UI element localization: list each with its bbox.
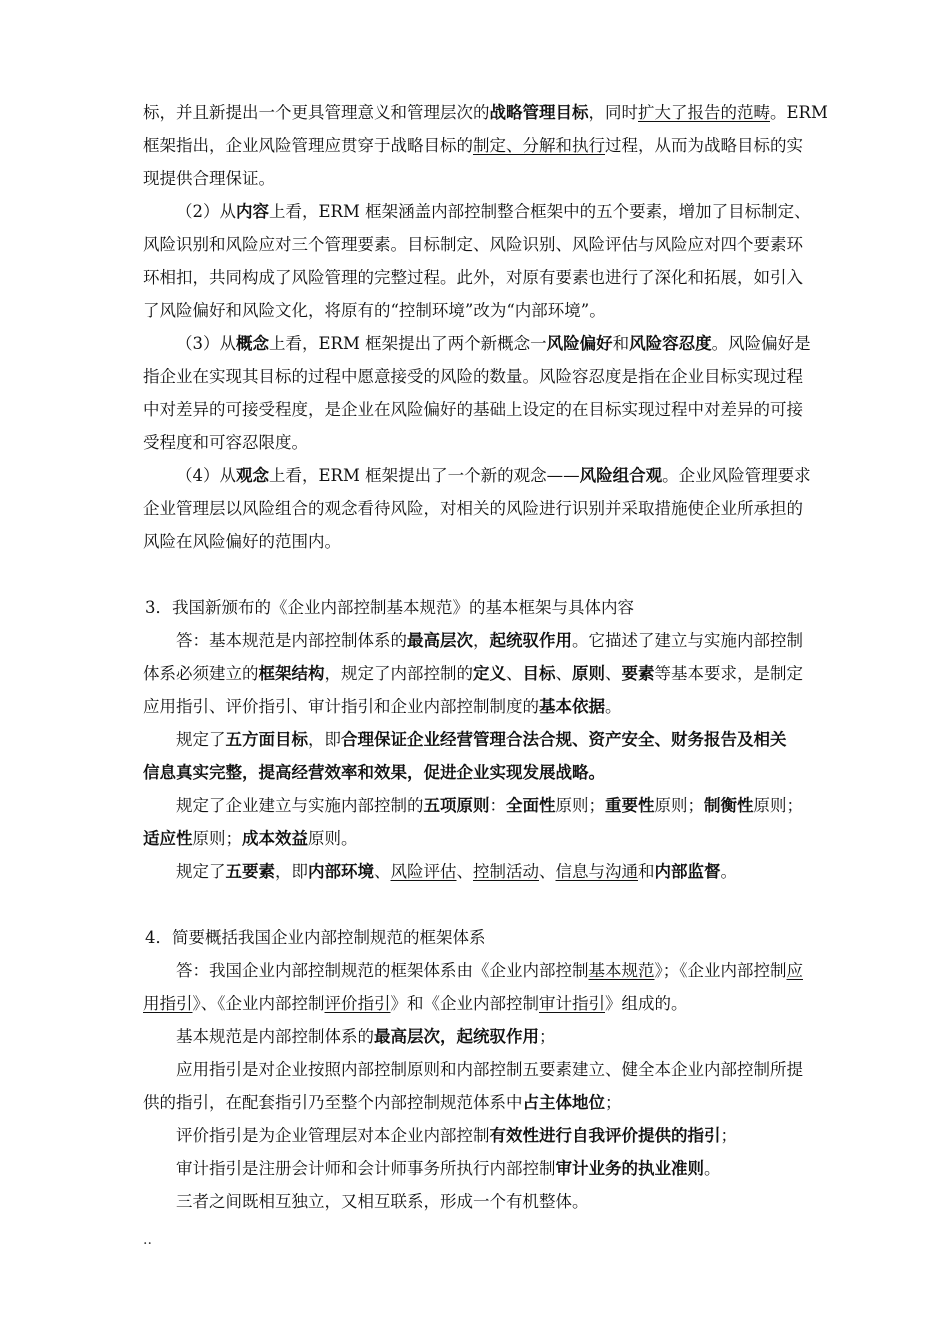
text-line bbox=[143, 261, 811, 294]
text-line bbox=[143, 1020, 811, 1053]
text-run: 。ERM bbox=[770, 103, 828, 122]
bold-text: 内部环境 bbox=[308, 862, 374, 881]
text-line bbox=[143, 228, 811, 261]
bold-text: 原则 bbox=[572, 664, 605, 683]
bold-text: 基本依据 bbox=[539, 697, 605, 716]
underlined-text: 信息与沟通 bbox=[555, 862, 638, 881]
text-run: 、 bbox=[456, 862, 473, 881]
text-run: 。 bbox=[704, 1159, 721, 1178]
text-line bbox=[143, 789, 811, 822]
text-line bbox=[143, 1152, 811, 1185]
underlined-text: 审计指引 bbox=[539, 994, 605, 1013]
text-line bbox=[143, 1086, 811, 1119]
text-line bbox=[143, 954, 811, 987]
text-run: 审计指引是注册会计师和会计师事务所执行内部控制 bbox=[176, 1159, 556, 1178]
bold-text: 战略管理目标 bbox=[489, 103, 589, 122]
text-line bbox=[143, 1185, 811, 1218]
text-run: 。 bbox=[720, 862, 737, 881]
text-line bbox=[143, 1053, 811, 1086]
text-run: 、 bbox=[605, 664, 622, 683]
text-line bbox=[143, 96, 828, 129]
section-heading bbox=[143, 591, 811, 624]
text-line bbox=[143, 624, 811, 657]
bold-text: 合理保证企业经营管理合法合规、资产安全、财务报告及相关 bbox=[341, 730, 787, 749]
text-run: 》、《企业内部控制 bbox=[192, 994, 325, 1013]
text-run: 原则； bbox=[654, 796, 704, 815]
text-run: 供的指引，在配套指引乃至整个内部控制规范体系中 bbox=[143, 1093, 523, 1112]
bold-text: 制衡性 bbox=[704, 796, 754, 815]
underlined-text: 控制活动 bbox=[473, 862, 539, 881]
paragraph-gap bbox=[143, 888, 811, 921]
bold-text: 风险偏好 bbox=[546, 334, 613, 353]
text-run: 》组成的。 bbox=[605, 994, 688, 1013]
text-line bbox=[143, 756, 811, 789]
text-run: 上看，ERM 框架提出了两个新概念一 bbox=[269, 334, 547, 353]
bold-text: 内部监督 bbox=[654, 862, 721, 881]
text-run: ； bbox=[539, 1027, 556, 1046]
text-run: ，同时 bbox=[588, 103, 638, 122]
bold-text: 概念 bbox=[236, 334, 269, 353]
text-run: 企业管理层以风险组合的观念看待风险，对相关的风险进行识别并采取措施使企业所承担的 bbox=[143, 499, 803, 518]
bold-text: 审计业务的执业准则 bbox=[555, 1159, 704, 1178]
text-line bbox=[143, 525, 811, 558]
text-run: 答：基本规范是内部控制体系的 bbox=[176, 631, 407, 650]
text-run: 规定了 bbox=[176, 730, 226, 749]
text-run: ，规定了内部控制的 bbox=[324, 664, 473, 683]
text-run: 、 bbox=[555, 664, 572, 683]
bold-text: 要素 bbox=[621, 664, 655, 683]
text-run: 原则； bbox=[753, 796, 803, 815]
underlined-text: 评价指引 bbox=[324, 994, 391, 1013]
text-run: 原则。 bbox=[308, 829, 358, 848]
text-run: （2）从 bbox=[176, 202, 236, 221]
bold-text: 适应性 bbox=[143, 829, 193, 848]
text-run: 现提供合理保证。 bbox=[143, 169, 275, 188]
text-line bbox=[143, 492, 811, 525]
text-run: 和 bbox=[638, 862, 655, 881]
text-run: 。风险偏好是 bbox=[711, 334, 811, 353]
text-run: ，即 bbox=[275, 862, 308, 881]
paragraph-gap bbox=[143, 558, 811, 591]
text-run: ； bbox=[720, 1126, 737, 1145]
underlined-text: 基本规范 bbox=[588, 961, 655, 980]
bold-text: 最高层次 bbox=[407, 631, 473, 650]
bold-text: 起统驭作用 bbox=[489, 631, 572, 650]
text-run: 体系必须建立的 bbox=[143, 664, 259, 683]
text-line bbox=[143, 393, 811, 426]
bold-text: 内容 bbox=[236, 202, 269, 221]
underlined-text: 用指引 bbox=[143, 994, 193, 1013]
text-line bbox=[143, 129, 811, 162]
document-body bbox=[143, 96, 828, 1218]
text-run: 基本规范是内部控制体系的 bbox=[176, 1027, 374, 1046]
text-run: 规定了 bbox=[176, 862, 226, 881]
text-run: 受程度和可容忍限度。 bbox=[143, 433, 308, 452]
text-run: 》；《企业内部控制 bbox=[654, 961, 787, 980]
text-line bbox=[143, 1119, 811, 1152]
text-run: 标，并且新提出一个更具管理意义和管理层次的 bbox=[143, 103, 490, 122]
bold-text: 占主体地位 bbox=[522, 1093, 605, 1112]
text-run: （3）从 bbox=[176, 334, 236, 353]
text-run: ， bbox=[473, 631, 490, 650]
text-run: 了风险偏好和风险文化，将原有的“控制环境”改为“内部环境”。 bbox=[143, 301, 606, 320]
bold-text: 五方面目标 bbox=[225, 730, 308, 749]
text-run: 上看，ERM 框架涵盖内部控制整合框架中的五个要素，增加了目标制定、 bbox=[269, 202, 811, 221]
text-run: 应用指引是对企业按照内部控制原则和内部控制五要素建立、健全本企业内部控制所提 bbox=[176, 1060, 803, 1079]
text-run: ； bbox=[605, 1093, 622, 1112]
text-line bbox=[143, 459, 811, 492]
text-line bbox=[143, 426, 811, 459]
underlined-text: 应 bbox=[786, 961, 803, 980]
text-run: ，即 bbox=[308, 730, 341, 749]
text-run: 原则； bbox=[555, 796, 605, 815]
text-line bbox=[143, 855, 811, 888]
bold-text: 观念 bbox=[236, 466, 269, 485]
text-run: 。企业风险管理要求 bbox=[662, 466, 811, 485]
text-run: 三者之间既相互独立，又相互联系，形成一个有机整体。 bbox=[176, 1192, 589, 1211]
underlined-text: 风险评估 bbox=[390, 862, 457, 881]
text-run: 原则； bbox=[192, 829, 242, 848]
text-run: 上看，ERM 框架提出了一个新的观念—— bbox=[269, 466, 580, 485]
page-footer-mark: .. bbox=[143, 1232, 152, 1248]
text-run: （4）从 bbox=[176, 466, 236, 485]
bold-text: 成本效益 bbox=[242, 829, 308, 848]
text-run: 应用指引、评价指引、审计指引和企业内部控制制度的 bbox=[143, 697, 539, 716]
bold-text: 信息真实完整，提高经营效率和效果，促进企业实现发展战略。 bbox=[143, 763, 605, 782]
bold-text: 有效性进行自我评价提供的指引 bbox=[489, 1126, 721, 1145]
text-line bbox=[143, 987, 811, 1020]
text-run: 、 bbox=[539, 862, 556, 881]
text-run: ： bbox=[489, 796, 506, 815]
text-run: 指企业在实现其目标的过程中愿意接受的风险的数量。风险容忍度是指在企业目标实现过程 bbox=[143, 367, 803, 386]
text-line bbox=[143, 195, 811, 228]
bold-text: 框架结构 bbox=[258, 664, 325, 683]
underlined-text: 扩大了报告的范畴 bbox=[638, 103, 770, 122]
text-run: 评价指引是为企业管理层对本企业内部控制 bbox=[176, 1126, 490, 1145]
text-run: 。 bbox=[605, 697, 622, 716]
bold-text: 重要性 bbox=[605, 796, 655, 815]
section-heading bbox=[143, 921, 811, 954]
bold-text: 全面性 bbox=[506, 796, 556, 815]
text-line bbox=[143, 360, 811, 393]
bold-text: 五要素 bbox=[225, 862, 275, 881]
bold-text: 五项原则 bbox=[423, 796, 490, 815]
text-line bbox=[143, 657, 811, 690]
text-line bbox=[143, 690, 811, 723]
text-run: 规定了企业建立与实施内部控制的 bbox=[176, 796, 424, 815]
underlined-text: 制定、分解和执行 bbox=[473, 136, 605, 155]
text-line bbox=[143, 723, 811, 756]
text-run: 和 bbox=[612, 334, 630, 353]
bold-text: 最高层次，起统驭作用 bbox=[374, 1027, 539, 1046]
text-run: 、 bbox=[374, 862, 391, 881]
text-run: 风险在风险偏好的范围内。 bbox=[143, 532, 341, 551]
text-run: 。它描述了建立与实施内部控制 bbox=[572, 631, 803, 650]
text-line bbox=[143, 822, 811, 855]
text-run: 》和《企业内部控制 bbox=[390, 994, 539, 1013]
text-run: 3．我国新颁布的《企业内部控制基本规范》的基本框架与具体内容 bbox=[145, 598, 634, 617]
text-run: 风险识别和风险应对三个管理要素。目标制定、风险识别、风险评估与风险应对四个要素环 bbox=[143, 235, 803, 254]
bold-text: 风险容忍度 bbox=[629, 334, 712, 353]
text-run: 4．简要概括我国企业内部控制规范的框架体系 bbox=[145, 928, 486, 947]
text-line bbox=[143, 294, 811, 327]
bold-text: 定义 bbox=[473, 664, 506, 683]
text-run: 框架指出，企业风险管理应贯穿于战略目标的 bbox=[143, 136, 473, 155]
text-run: 等基本要求，是制定 bbox=[654, 664, 803, 683]
text-run: 、 bbox=[506, 664, 523, 683]
text-run: 环相扣，共同构成了风险管理的完整过程。此外，对原有要素也进行了深化和拓展，如引入 bbox=[143, 268, 803, 287]
text-line bbox=[143, 162, 811, 195]
text-line bbox=[143, 327, 811, 360]
text-run: 中对差异的可接受程度，是企业在风险偏好的基础上设定的在目标实现过程中对差异的可接 bbox=[143, 400, 803, 419]
text-run: 答：我国企业内部控制规范的框架体系由《企业内部控制 bbox=[176, 961, 589, 980]
bold-text: 风险组合观 bbox=[579, 466, 663, 485]
text-run: 过程，从而为战略目标的实 bbox=[605, 136, 803, 155]
bold-text: 目标 bbox=[522, 664, 556, 683]
